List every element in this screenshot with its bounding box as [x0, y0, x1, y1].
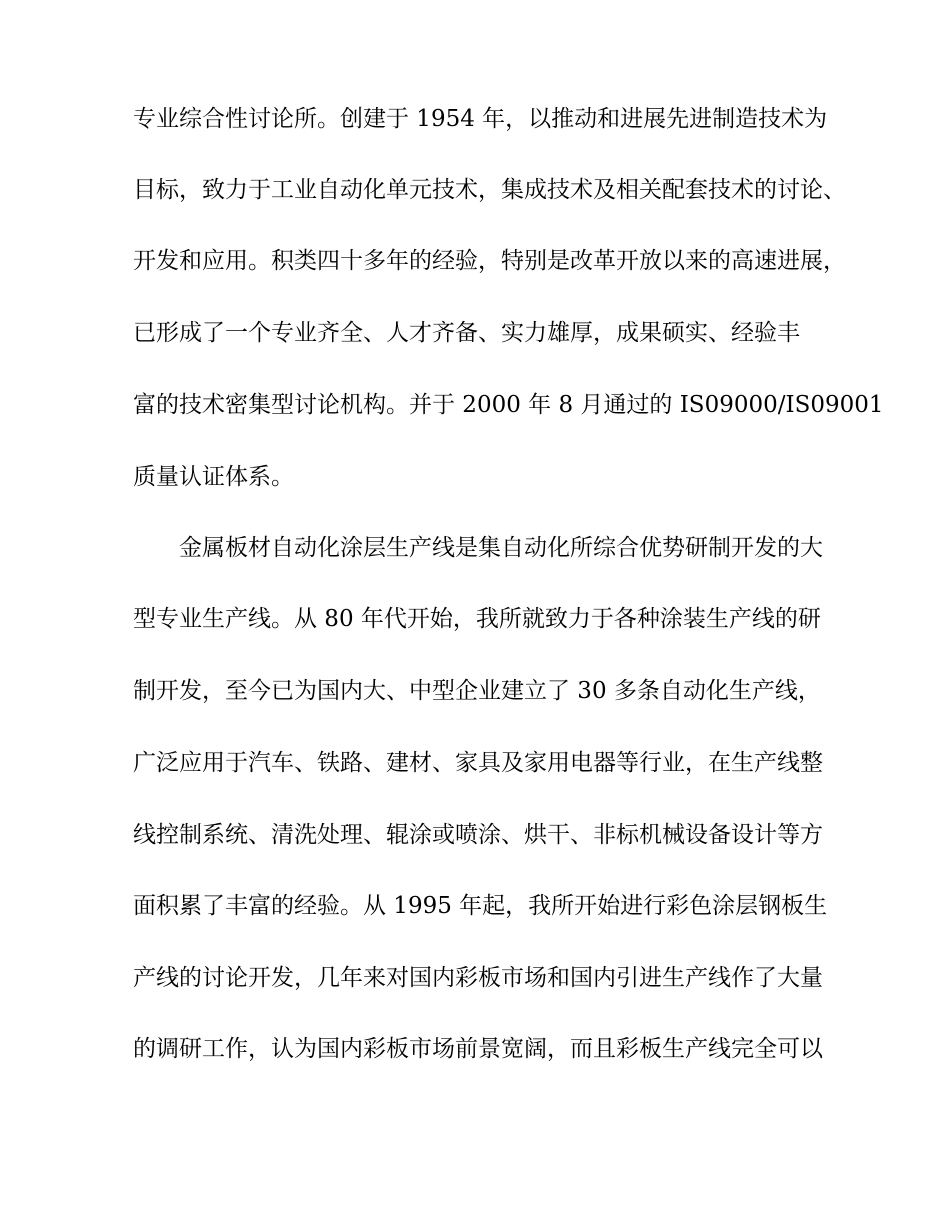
text-line-11: 线控制系统、清洗处理、辊涂或喷涂、烘干、非标机械设备设计等方: [133, 822, 823, 848]
text-line-4: 已形成了一个专业齐全、人才齐备、实力雄厚，成果硕实、经验丰: [133, 320, 800, 346]
text-line-14: 的调研工作，认为国内彩板市场前景宽阔，而且彩板生产线完全可以: [133, 1036, 823, 1062]
text-line-3: 开发和应用。积类四十多年的经验，特别是改革开放以来的高速进展，: [133, 248, 846, 274]
text-line-13: 产线的讨论开发，几年来对国内彩板市场和国内引进生产线作了大量: [133, 965, 823, 991]
text-line-5: 富的技术密集型讨论机构。并于 2000 年 8 月通过的 IS09000/IS09001: [133, 392, 884, 418]
text-line-9: 制开发，至今已为国内大、中型企业建立了 30 多条自动化生产线，: [133, 678, 821, 704]
text-line-8: 型专业生产线。从 80 年代开始，我所就致力于各种涂装生产线的研: [133, 606, 821, 632]
text-line-7: 金属板材自动化涂层生产线是集自动化所综合优势研制开发的大: [133, 535, 823, 561]
text-line-2: 目标，致力于工业自动化单元技术，集成技术及相关配套技术的讨论、: [133, 177, 846, 203]
text-line-10: 广泛应用于汽车、铁路、建材、家具及家用电器等行业，在生产线整: [133, 750, 823, 776]
text-line-6: 质量认证体系。: [133, 464, 294, 490]
text-line-1: 专业综合性讨论所。创建于 1954 年，以推动和进展先进制造技术为: [133, 106, 828, 132]
text-line-12: 面积累了丰富的经验。从 1995 年起，我所开始进行彩色涂层钢板生: [133, 893, 828, 919]
